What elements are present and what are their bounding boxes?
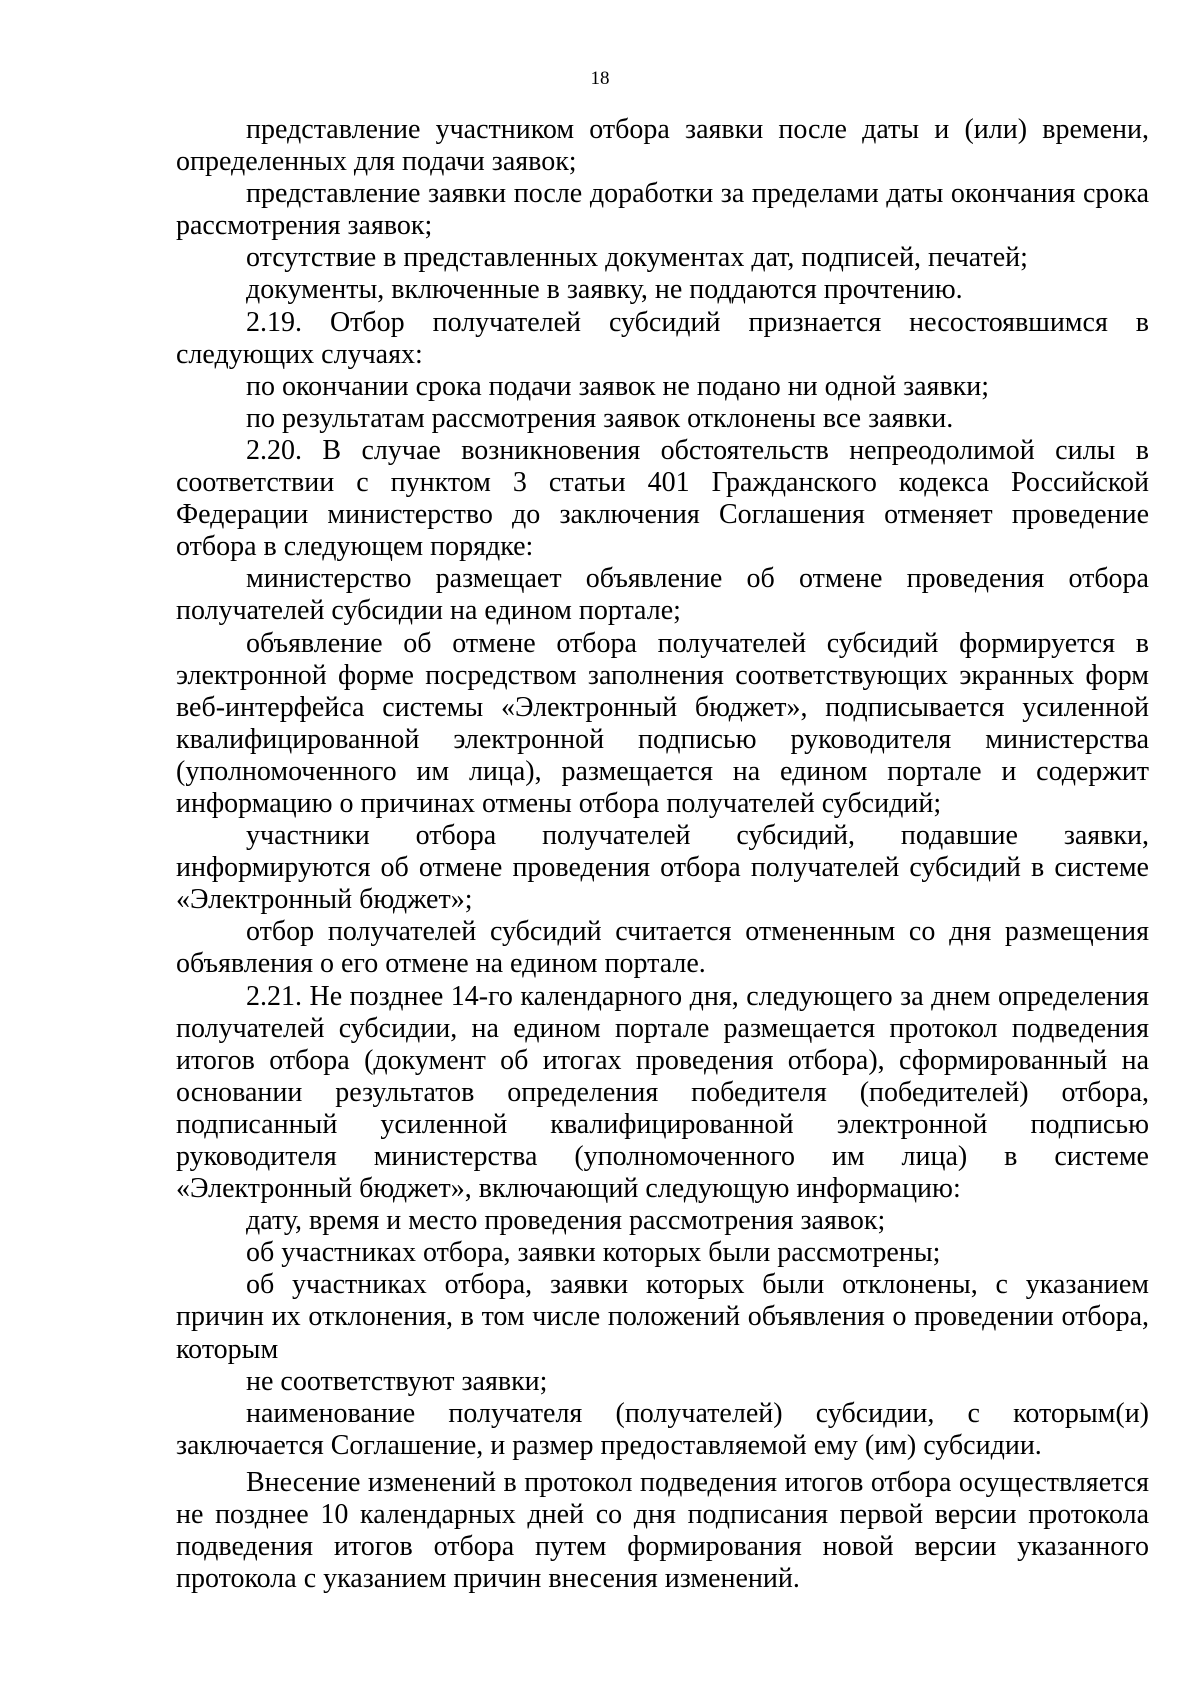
paragraph-no-applications: по окончании срока подачи заявок не подано ни одной заявки; — [246, 370, 990, 402]
paragraph-date-time-place: дату, время и место проведения рассмотрения заявок; — [246, 1205, 886, 1237]
paragraph-protocol-amendments: Внесение изменений в протокол подведения итогов отбора осуществляется не позднее 10 календарных дней со дня подписания первой версии протокола подведения итогов отбора путем формирования новой версии указанного протокола с указанием причин внесения изменений. — [176, 1466, 1149, 1595]
paragraph-2-21: 2.21. Не позднее 14-го календарного дня, следующего за днем определения получателей субсидии, на едином портале размещается протокол подведения итогов отбора (документ об итогах проведения отбора), сформированный на основании результатов определения победителя (победителей) отбора, подписанный усиленной квалифицированной электронной подписью руководителя министерства (уполномоченного им лица) в системе «Электронный бюджет», включающий следующую информацию: — [176, 980, 1149, 1205]
paragraph-recipient-name: наименование получателя (получателей) субсидии, с которым(и) заключается Соглашение, и размер предоставляемой ему (им) субсидии. — [176, 1397, 1149, 1461]
paragraph-unreadable-documents: документы, включенные в заявку, не поддаются прочтению. — [246, 274, 963, 306]
paragraph-reviewed-participants: об участниках отбора, заявки которых были рассмотрены; — [246, 1237, 941, 1269]
paragraph-all-rejected: по результатам рассмотрения заявок отклонены все заявки. — [246, 402, 954, 434]
paragraph-ministry-posts-notice: министерство размещает объявление об отмене проведения отбора получателей субсидии на едином портале; — [176, 563, 1149, 627]
paragraph-2-19: 2.19. Отбор получателей субсидий признается несостоявшимся в следующих случаях: — [176, 306, 1149, 370]
paragraph-late-submission: представление участником отбора заявки после даты и (или) времени, определенных для подачи заявок; — [176, 114, 1149, 178]
paragraph-notice-format: объявление об отмене отбора получателей субсидий формируется в электронной форме посредством заполнения соответствующих экранных форм веб-интерфейса системы «Электронный бюджет», подписывается усиленной квалифицированной электронной подписью руководителя министерства (уполномоченного им лица), размещается на едином портале и содержит информацию о причинах отмены отбора получателей субсидий; — [176, 627, 1149, 819]
paragraph-rejected-participants: об участниках отбора, заявки которых были отклонены, с указанием причин их отклонения, в том числе положений объявления о проведении отбора, которым — [176, 1269, 1149, 1365]
paragraph-selection-cancelled: отбор получателей субсидий считается отмененным со дня размещения объявления о его отмене на едином портале. — [176, 916, 1149, 980]
paragraph-non-conforming: не соответствуют заявки; — [246, 1365, 548, 1397]
page-number: 18 — [590, 68, 610, 89]
paragraph-participants-informed: участники отбора получателей субсидий, подавшие заявки, информируются об отмене проведения отбора получателей субсидий в системе «Электронный бюджет»; — [176, 820, 1149, 916]
paragraph-after-revision: представление заявки после доработки за пределами даты окончания срока рассмотрения заявок; — [176, 178, 1149, 242]
document-body — [176, 114, 1149, 1595]
paragraph-2-20: 2.20. В случае возникновения обстоятельств непреодолимой силы в соответствии с пунктом 3 статьи 401 Гражданского кодекса Российской Федерации министерство до заключения Соглашения отменяет проведение отбора в следующем порядке: — [176, 434, 1149, 563]
paragraph-missing-signatures: отсутствие в представленных документах дат, подписей, печатей; — [246, 242, 1028, 274]
